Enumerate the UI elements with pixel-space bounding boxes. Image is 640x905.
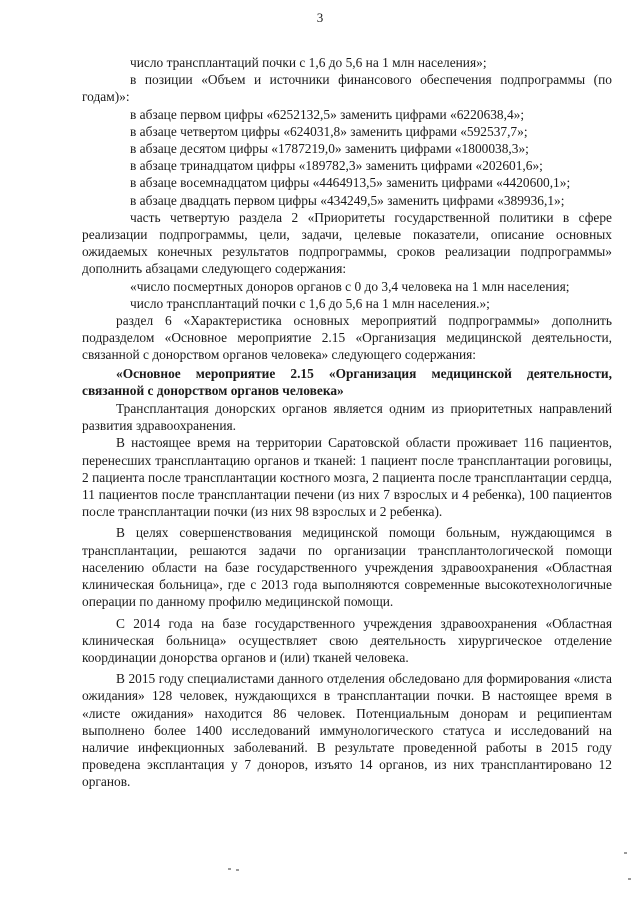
paragraph-kidney-transplant-count: число трансплантаций почки с 1,6 до 5,6 на 1 млн населения.»; <box>130 295 490 311</box>
scan-speck <box>228 868 231 870</box>
paragraph-amendment-thirteenth: в абзаце тринадцатом цифры «189782,3» заменить цифрами «202601,6»; <box>130 158 543 174</box>
paragraph-amendment-first: в абзаце первом цифры «6252132,5» заменить цифрами «6220638,4»; <box>130 106 525 122</box>
paragraph-coordination-department: С 2014 года на базе государственного учреждения здравоохранения «Областная клиническая больница» осуществляет свою деятельность хирургическое отделение координации донорства органов и (или) тканей человека. <box>82 615 612 665</box>
paragraph-2015-results: В 2015 году специалистами данного отделения обследовано для формирования «листа ожидания» 128 человек, нуждающихся в трансплантации почки. В настоящее время в «листе ожидания» находится 86 человек. Потенциальным донорам и реципиентам выполнено более 1400 исследований иммунологического статуса и исследований на наличие инфекционных заболеваний. В результате проведенной работы в 2015 году проведена эксплантация у 7 доноров, изъято 14 органов, из них трансплантировано 12 органов. <box>82 671 612 790</box>
paragraph-saratov-patients: В настоящее время на территории Саратовской области проживает 116 пациентов, перенесших трансплантацию органов и тканей: 1 пациент после трансплантации роговицы, 2 пациента после трансплантации костного мозга, 2 пациента после трансплантации сердца, 11 пациентов после трансплантации печени (из них 7 взрослых и 4 ребенка), 100 пациентов после трансплантации почки (из них 98 взрослых и 2 ребенка). <box>82 435 612 520</box>
paragraph-amendment-fourth: в абзаце четвертом цифры «624031,8» заменить цифрами «592537,7»; <box>130 123 528 139</box>
section-heading: «Основное мероприятие 2.15 «Организация медицинской деятельности, связанной с донорством органов человека» <box>82 365 612 398</box>
paragraph-amendment-eighteenth: в абзаце восемнадцатом цифры «4464913,5» заменить цифрами «4420600,1»; <box>130 175 571 191</box>
paragraph-kidney-transplant-target: число трансплантаций почки с 1,6 до 5,6 на 1 млн населения»; <box>130 55 487 70</box>
scan-speck <box>628 878 631 880</box>
paragraph-posthumous-donors: «число посмертных доноров органов с 0 до 3,4 человека на 1 млн населения; <box>130 278 570 294</box>
paragraph-amendment-twenty-first: в абзаце двадцать первом цифры «434249,5» заменить цифрами «389936,1»; <box>130 192 565 208</box>
document-body <box>82 54 612 791</box>
paragraph-transplant-priority: Трансплантация донорских органов является одним из приоритетных направлений развития здравоохранения. <box>82 401 612 434</box>
paragraph-section-six-addition: раздел 6 «Характеристика основных мероприятий подпрограммы» дополнить подразделом «Основное мероприятие 2.15 «Организация медицинской деятельности, связанной с донорством органов человека» следующего содержания: <box>82 313 612 363</box>
scan-speck <box>236 869 239 871</box>
paragraph-amendment-tenth: в абзаце десятом цифры «1787219,0» заменить цифрами «1800038,3»; <box>130 141 529 157</box>
paragraph-section-two-addition: часть четвертую раздела 2 «Приоритеты государственной политики в сфере реализации подпрограммы, цели, задачи, целевые показатели, описание основных ожидаемых конечных результатов подпрограммы, сроков реализации подпрограммы» дополнить абзацами следующего содержания: <box>82 209 612 277</box>
paragraph-care-improvement: В целях совершенствования медицинской помощи больным, нуждающимся в трансплантации, решаются задачи по организации трансплантологической помощи населению области на базе государственного учреждения здравоохранения «Областная клиническая больница», где с 2013 года выполняются современные высокотехнологичные операции по данному профилю медицинской помощи. <box>82 525 612 610</box>
page-number: 3 <box>316 10 324 25</box>
paragraph-financing-position: в позиции «Объем и источники финансового обеспечения подпрограммы (по годам)»: <box>82 72 612 105</box>
scan-speck <box>624 852 627 854</box>
